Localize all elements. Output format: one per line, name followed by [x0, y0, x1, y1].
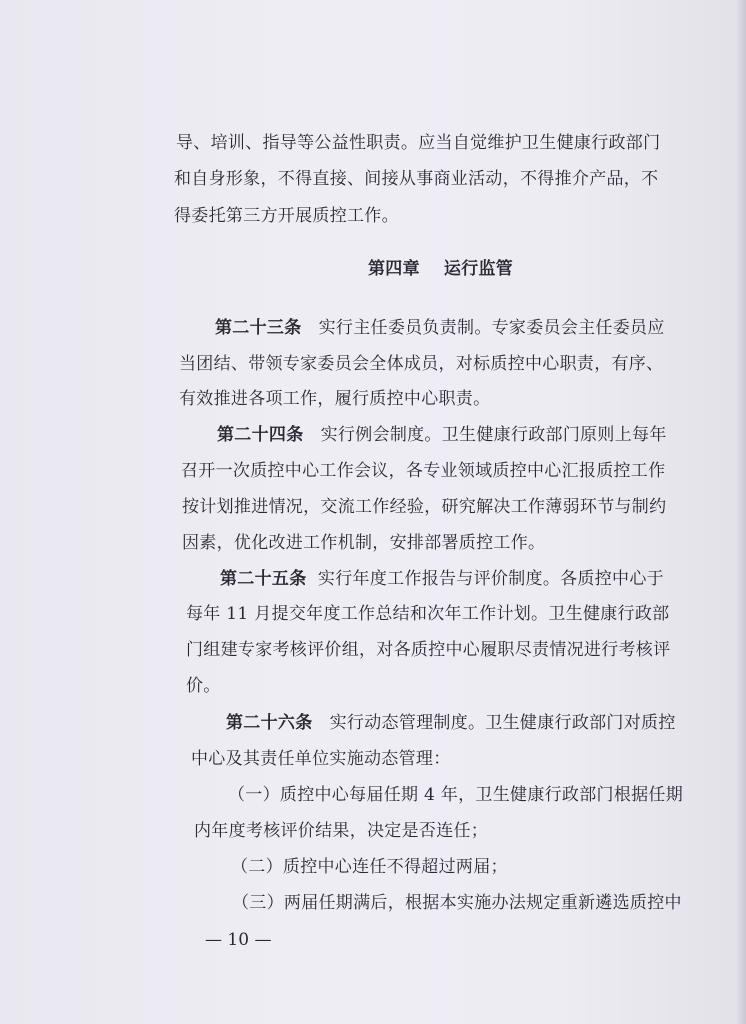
list-item: [232, 892, 682, 914]
article-first-line: [226, 712, 676, 734]
article-first-line: [217, 424, 667, 446]
paragraph-line: 导、培训、指导等公益性职责。应当自觉维护卫生健康行政部门: [176, 133, 661, 153]
paragraph-line: 中心及其责任单位实施动态管理：: [191, 749, 451, 769]
page-number: — 10 —: [205, 930, 272, 950]
list-item: [231, 856, 508, 878]
paragraph-line: 当团结、带领专家委员会全体成员，对标质控中心职责，有序、: [179, 354, 664, 374]
article-label: 第二十六条: [226, 713, 313, 733]
paragraph-line: 内年度考核评价结果，决定是否连任；: [194, 821, 489, 841]
paragraph-line: 召开一次质控中心工作会议，各专业领域质控中心汇报质控工作: [181, 461, 666, 481]
list-item: [228, 784, 683, 806]
article-label: 第二十四条: [217, 425, 304, 445]
chapter-number: 第四章: [368, 259, 420, 279]
article-text: 实行动态管理制度。卫生健康行政部门对质控: [329, 713, 676, 733]
list-item-marker: （一）: [228, 785, 280, 805]
article-label: 第二十五条: [220, 569, 307, 589]
list-item-marker: （二）: [231, 857, 283, 877]
list-item-text: 质控中心连任不得超过两届；: [282, 857, 508, 877]
article-first-line: [220, 568, 664, 590]
chapter-heading: [368, 258, 513, 280]
article-text: 实行主任委员负责制。专家委员会主任委员应: [318, 318, 665, 338]
list-item-marker: （三）: [232, 893, 284, 913]
paragraph-line: 和自身形象，不得直接、间接从事商业活动，不得推介产品，不: [174, 169, 659, 189]
list-item-text: 两届任期满后，根据本实施办法规定重新遴选质控中: [283, 893, 682, 913]
chapter-title: 运行监管: [443, 259, 514, 279]
list-item-text: 质控中心每届任期 4 年，卫生健康行政部门根据任期: [279, 785, 684, 805]
article-text: 实行例会制度。卫生健康行政部门原则上每年: [320, 425, 667, 445]
page-edge-shadow: [736, 0, 746, 1024]
paragraph-line: 得委托第三方开展质控工作。: [174, 206, 399, 226]
paragraph-line: 门组建专家考核评价组，对各质控中心履职尽责情况进行考核评: [186, 640, 671, 660]
article-label: 第二十三条: [215, 318, 302, 338]
article-first-line: [215, 317, 665, 339]
paragraph-line: 按计划推进情况，交流工作经验，研究解决工作薄弱环节与制约: [182, 497, 667, 517]
paragraph-line: 有效推进各项工作，履行质控中心职责。: [179, 389, 491, 409]
paragraph-line: 价。: [186, 676, 221, 696]
paragraph-line: 每年 11 月提交年度工作总结和次年工作计划。卫生健康行政部: [186, 604, 670, 624]
article-text: 实行年度工作报告与评价制度。各质控中心于: [317, 569, 664, 589]
paragraph-line: 因素，优化改进工作机制，安排部署质控工作。: [182, 533, 546, 553]
